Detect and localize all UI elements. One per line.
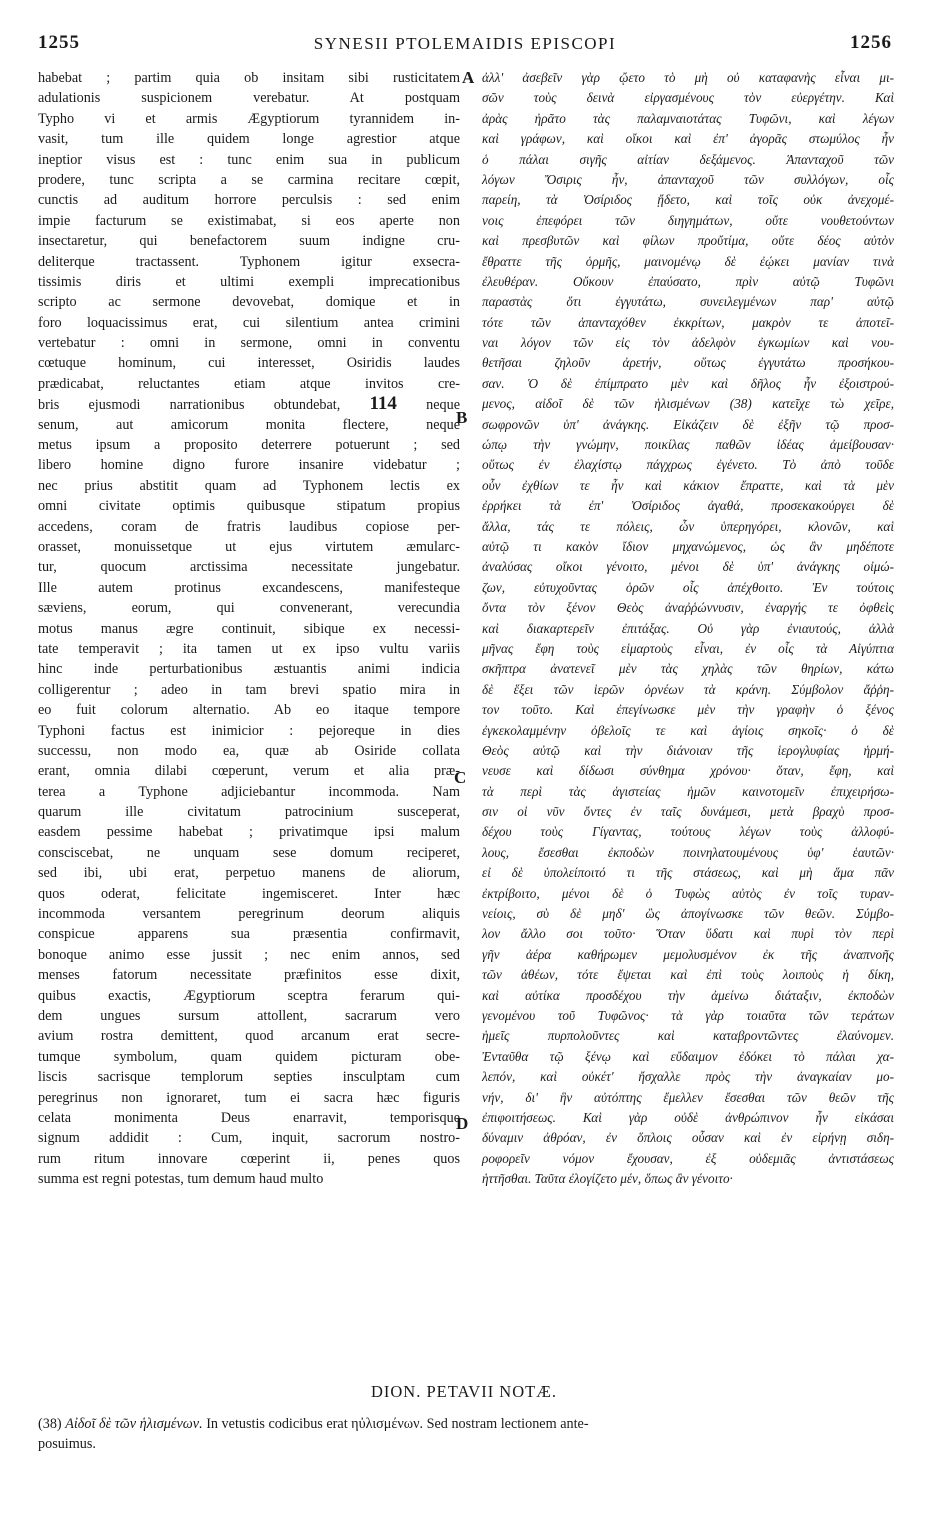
left-page-number: 1255 (38, 32, 80, 53)
margin-marker-b: B (456, 408, 468, 427)
latin-line: senum, aut amicorum monita flectere, neque (38, 416, 460, 433)
latin-line: ineptior visus est : tunc enim sua in publicum (38, 151, 460, 168)
greek-line: δέχου τοὺς Γίγαντας, τούτους λέγων τοὺς ἀλλοφύ- (482, 824, 894, 840)
latin-line: consciscebat, ne unquam sese domum reciperet, (38, 844, 460, 861)
greek-line: μῆνας ἔφη τοὺς εἱμαρτοὺς εἶναι, ἐν οἷς τὰ Αἰγύπτια (482, 640, 894, 656)
latin-line: easdem pessime habebat ; privatimque ipsi malum (38, 824, 460, 841)
latin-line: tate temperavit ; ita tamen ut ex ipso vultu variis (38, 640, 460, 657)
greek-line: ἀναλύσας οἴκοι γένοιτο, μένοι δὲ ὑπ' ἀνάγκης οἰμώ- (482, 559, 894, 575)
footnote-number: (38) (38, 1416, 62, 1432)
greek-line: δὲ ἕξει τῶν ἱερῶν ὀρνέων τὰ κράνη. Σύμβολον ἄῤῥη- (482, 681, 894, 697)
latin-line: metus ipsum a proposito deterrere potuerunt ; sed (38, 437, 460, 454)
greek-line: ἀλλ' ἀσεβεῖν γὰρ ᾤετο τὸ μὴ οὐ καταφανὴς εἶναι μι- (482, 70, 894, 85)
greek-line: καὶ πρεσβυτῶν καὶ φίλων προὔτίμα, οὔτε δέος αὐτὸν (482, 233, 894, 249)
latin-line: deliterque tractassent. Typhonem igitur exsecra- (38, 253, 460, 270)
latin-line: menses fatorum necessitate præfinitos esse dixit, (38, 967, 460, 984)
greek-line: ἡττῆσθαι. Ταῦτα ἐλογίζετο μέν, ὅπως ἂν γένοιτο· (482, 1171, 733, 1187)
latin-line: erant, omnia dilabi cœperunt, verum et alia præ- (38, 763, 460, 780)
greek-line: τῶν ἀθέων, τότε ἔψεται καὶ ἐπὶ τοὺς λοιποὺς ἡ δίκη, (482, 967, 894, 983)
latin-line: eo fuit colorum alternatio. Ab eo itaque tempore (38, 702, 460, 719)
latin-line: nec prius abstitit quam ad Typhonem lectis ex (38, 477, 460, 494)
latin-line: impie facturum se existimabat, si eos aperte non (38, 212, 460, 229)
greek-line: παραστὰς ὅτι ἐγγυτάτω, συνειλεγμένων παρ' αὐτῷ (482, 294, 894, 310)
greek-line: δύναμιν ἀθρόαν, ἐν ὅπλοις οὖσαν καὶ ἐν εἰρήνῃ σιδη- (482, 1130, 894, 1146)
latin-line: scripto ac sermone devovebat, domique et in (38, 294, 460, 311)
greek-line: ἐγκεκολαμμένην ὀβελοῖς τε καὶ ἁγίοις σηκοῖς· ὁ δὲ (482, 722, 894, 738)
latin-line: liscis sacrisque templorum septies insculptam cum (38, 1069, 460, 1086)
latin-line: cœtuque hominum, cui interesset, Osiridis laudes (38, 355, 460, 372)
greek-line: λεπόν, καὶ οὐκέτ' ἤσχαλλε πρὸς τὴν ἀναγκαίαν μο- (482, 1069, 894, 1085)
latin-line: quos oderat, felicitate ingemisceret. Inter hæc (38, 885, 460, 902)
greek-line: οὕτως ἐν ἐλαχίστῳ πάγχρως ἐγένετο. Τὸ ἀπὸ τοῦδε (482, 457, 894, 473)
latin-line: dem ungues sursum attollent, sacrarum vero (38, 1007, 460, 1024)
latin-line: cunctis ad auditum horrore perculsis : sed enim (38, 192, 460, 209)
greek-line: Ἐνταῦθα τῷ ξένῳ καὶ εὔδαιμον ἐδόκει τὸ πάλαι χα- (482, 1048, 894, 1064)
greek-line: ζων, εὐτυχοῦντας ὁρῶν οἷς ἀπέχθοιτο. Ἐν τούτοις (482, 579, 894, 595)
latin-line: foro loquacissimus erat, cui silentium antea crimini (38, 314, 460, 331)
greek-line: νήν, δι' ἣν αὐτόπτης ἔμελλεν ἔσεσθαι τῶν θεῶν τῆς (482, 1089, 894, 1105)
greek-line: γῆν ἀέρα καθήρωμεν μεμολυσμένον ἐκ τῆς ἀναπνοῆς (482, 946, 894, 962)
greek-line: γενομένου τοῦ Τυφῶνος· τὰ γὰρ τοιαῦτα τῶν τεράτων (482, 1007, 894, 1023)
latin-line: habebat ; partim quia ob insitam sibi rusticitatem (38, 70, 460, 86)
greek-line: Θεὸς αὐτῷ καὶ τὴν διάνοιαν τῆς ἱερογλυφίας ἡρμή- (482, 742, 894, 758)
footnote-continuation: posuimus. (38, 1436, 96, 1452)
greek-line: ἐκτρίβοιτο, μένοι δὲ ὁ Τυφὼς αὐτὸς ἐν τοῖς τυραν- (482, 885, 894, 901)
page-title: SYNESII PTOLEMAIDIS EPISCOPI (313, 34, 617, 53)
greek-line: σῶν τοὺς δεινὰ εἰργασμένους τὸν εὐεργέτην. Καὶ (482, 90, 894, 106)
greek-line: μενος, αἰδοῖ δὲ τῶν ἡλισμένων (38) κατεῖχε τὼ χεῖρε, (482, 396, 894, 412)
latin-line: signum addidit : Cum, inquit, sacrorum nostro- (38, 1130, 460, 1147)
greek-line: αὐτῷ τι κακὸν ἴδιον μηχανώμενος, ὡς ἂν μηδέποτε (482, 538, 894, 554)
greek-line: θετῆσαι ζηλοῦν ἀρετήν, οὕτως ἐγγυτάτω προσήκου- (482, 355, 894, 371)
greek-line: σκῆπτρα ἀνατενεῖ μὲν τὰς χηλὰς τῶν θηρίων, κάτω (482, 661, 894, 677)
latin-line: colligerentur ; adeo in tam brevi spatio mira in (38, 681, 460, 698)
latin-line: hinc inde perturbationibus æstuantis animi indicia (38, 661, 460, 678)
latin-line (38, 394, 460, 414)
latin-line: bonoque animo esse jussit ; nec enim annos, sed (38, 946, 460, 963)
greek-line: σαν. Ὁ δὲ ἐπίμπρατο μὲν καὶ δῆλος ἦν ἐξοιστρού- (482, 375, 894, 391)
latin-line: Typhoni factus est inimicior : pejoreque in dies (38, 722, 460, 739)
latin-line: omni civitate optimis quibusque stipatum propius (38, 498, 460, 515)
latin-line: terea a Typhone adjiciebantur incommoda. Nam (38, 783, 460, 800)
latin-line: vasit, tum ille quidem longe agrestior atque (38, 131, 460, 148)
latin-line: insectaretur, qui benefactorem suum indigne cru- (38, 233, 460, 250)
latin-line: tumque symbolum, quam quidem picturam obe- (38, 1048, 460, 1065)
greek-line: τον τοῦτο. Καὶ ἐπεγίνωσκε μὲν τὴν γραφὴν ὁ ξένος (482, 702, 894, 718)
greek-line: σιν οἱ νῦν ὄντες ἐν ταῖς δυνάμεσι, μετὰ βραχὺ προσ- (482, 804, 894, 820)
greek-line: ὁ πάλαι σιγῆς αἰτίαν δεξάμενος. Ἁπανταχοῦ τῶν (482, 151, 894, 167)
greek-line: ἀρὰς ἠρᾶτο τὰς παλαμναιοτάτας Τυφῶνι, καὶ λέγων (482, 110, 894, 126)
greek-line: καὶ αὐτίκα προσδέχου τὴν ἀμείνω διάταξιν, ἐκποδὼν (482, 987, 894, 1003)
latin-column (38, 68, 460, 1189)
latin-line: rum ritum innovare cœperint ii, penes quos (38, 1150, 460, 1167)
latin-line: summa est regni potestas, tum demum haud multo (38, 1171, 324, 1188)
latin-line: quibus exactis, Ægyptiorum sceptra ferarum qui- (38, 987, 460, 1004)
footnote-line (38, 1414, 892, 1434)
latin-line: prædicabat, reluctantes etiam atque invitos cre- (38, 375, 460, 392)
greek-line: λους, ἔσεσθαι ἐκποδὼν ποινηλατουμένους ὑφ' ἑαυτῶν· (482, 844, 894, 860)
greek-line: λον ἄλλο σοι τοῦτο· Ὅταν ὕδατι καὶ πυρὶ τὸν περὶ (482, 926, 894, 942)
greek-line: ἡμεῖς πυρπολοῦντες καὶ καταβροντῶντες ἐλαύνομεν. (482, 1028, 894, 1044)
migne-column-number: 114 (369, 394, 397, 415)
greek-column (480, 68, 894, 1189)
margin-marker-a: A (462, 68, 475, 87)
greek-line: νείοις, σὺ δὲ μηδ' ὣς ἀπογίνωσκε τῶν θεῶν. Σύμβο- (482, 906, 894, 922)
latin-line: celata monimenta Deus enarravit, temporisque (38, 1109, 460, 1126)
latin-line: successu, non modo ea, quæ ab Osiride collata (38, 742, 460, 759)
greek-line: καὶ γράφων, καὶ οἴκοι καὶ ἐπ' ἀγορᾶς στωμύλος ἦν (482, 131, 894, 147)
margin-marker-c: C (454, 768, 467, 787)
latin-line: libero homine digno furore insanire videbatur ; (38, 457, 460, 474)
greek-line: εἰ δὲ ὑπολείποιτό τι τῆς στάσεως, καὶ μὴ ἅμα πᾶν (482, 865, 894, 881)
latin-line: adulationis suspicionem verebatur. At postquam (38, 90, 460, 107)
latin-line-text: neque (396, 397, 460, 414)
latin-line: orasset, monuissetque ut ejus virtutem æmularc- (38, 538, 460, 555)
greek-line: ἐπιφοιτήσεως. Καὶ γὰρ οὐδὲ ἀνθρώπινον ἦν εἰκάσαι (482, 1109, 894, 1125)
greek-line: ροφορεῖν νόμον ἔχουσαν, ἐξ οὐδεμιᾶς ἀντιστάσεως (482, 1150, 894, 1166)
greek-line: σωφρονῶν ὑπ' ἀνάγκης. Εἰκάζειν δὲ ἐξῆν τῷ προσ- (482, 416, 894, 432)
greek-line: ναι λόγον τῶν εἰς τὸν ἀδελφὸν ἐγκωμίων καὶ νου- (482, 335, 894, 351)
greek-line: καὶ διακαρτερεῖν ἐπιτάξας. Οὐ γὰρ ἐνιαυτούς, ἀλλὰ (482, 620, 894, 636)
latin-line: tur, quocum arctissima necessitate jungebatur. (38, 559, 460, 576)
greek-line: οὖν ἐχθίων τε ἦν καὶ κάκιον ἔπραττε, καὶ τὰ μὲν (482, 477, 894, 493)
greek-line: ώπῳ τὴν γνώμην, ποικίλας παθῶν ἰδέας ἀμείβουσαν· (482, 437, 894, 453)
latin-line: Ille autem protinus excandescens, manifesteque (38, 579, 460, 596)
greek-line: ὄντα τὸν ξένον Θεὸς ἀναῤῥώννυσιν, ἐναργής τε ὀφθεὶς (482, 600, 894, 616)
latin-line: tissimis diris et ultimi exempli imprecationibus (38, 273, 460, 290)
greek-line: παρείη, τὰ Ὀσίριδος ᾔδετο, καὶ τοῖς οὐκ ἀνεχομέ- (482, 192, 894, 208)
right-page-number: 1256 (850, 32, 892, 53)
greek-line: ἐλευθέραν. Οὔκουν ἐπαύσατο, πρὶν αὐτῷ Τυφῶνι (482, 273, 894, 289)
notes-heading: DION. PETAVII NOTÆ. (370, 1382, 558, 1401)
latin-line: avium rostra demittent, quod arcanum erat secre- (38, 1028, 460, 1045)
latin-line: quarum ille civitatum patrocinium susceperat, (38, 804, 460, 821)
running-header (38, 32, 892, 58)
margin-marker-d: D (456, 1114, 469, 1133)
greek-line: ἄλλα, τάς τε πόλεις, ὧν ὑπερηγόρει, κλονῶν, καὶ (482, 518, 894, 534)
latin-line: vertebatur : omni in sermone, omni in conventu (38, 335, 460, 352)
latin-line: incommoda versantem peregrinum deorum aliquis (38, 906, 460, 923)
greek-line: ἔθραττε τῆς ὁρμῆς, μαινομένῳ δὲ ἐῴκει μανίαν τινὰ (482, 253, 894, 269)
latin-line: sæviens, eorum, qui convenerant, verecundia (38, 600, 460, 617)
greek-line: νευσε καὶ δίδωσι σύνθημα χρόνου· ὅταν, ἔφη, καὶ (482, 763, 894, 779)
greek-line: τότε τῶν ἁπανταχόθεν ἐκκρίτων, μακρὸν τε ἀποτεῖ- (482, 314, 894, 330)
latin-line: prodere, tunc scripta a se carmina recitare cœpit, (38, 171, 460, 188)
footnote-text: In vetustis codicibus erat ηὐλισμένων. Sed nostram lectionem ante- (206, 1416, 589, 1432)
greek-line: λόγων Ὄσιρις ἦν, ἁπανταχοῦ τῶν συλλόγων, οἷς (482, 171, 894, 187)
latin-line: conspicue apparens sua præsentia confirmavit, (38, 926, 460, 943)
footnote-greek-lemma: Αἰδοῖ δὲ τῶν ἡλισμένων. (65, 1416, 203, 1432)
greek-line: τὰ περὶ τὰς ἁγιστείας ἡμῶν καινοτομεῖν ἐπιχειρήσω- (482, 783, 894, 799)
latin-line: sed ibi, ubi erat, perpetuo manens de aliorum, (38, 865, 460, 882)
latin-line-text: bris ejusmodi narrationibus obtundebat, (38, 397, 370, 414)
latin-line: motus manus ægre continuit, sibique ex necessi- (38, 620, 460, 637)
latin-line: accedens, coram de fratris laudibus copiose per- (38, 518, 460, 535)
footnote (38, 1414, 892, 1454)
latin-line: peregrinus non ignoraret, tum ei sacra hæc figuris (38, 1089, 460, 1106)
latin-line: Typho vi et armis Ægyptiorum tyrannidem in- (38, 110, 460, 127)
greek-line: νοις ἐπεφόρει τῶν διηγημάτων, οὔτε νουθετούντων (482, 212, 894, 228)
greek-line: ἐρρήκει τὰ ἐπ' Ὀσίριδος ἀγαθά, προσεκακούργει δὲ (482, 498, 894, 514)
